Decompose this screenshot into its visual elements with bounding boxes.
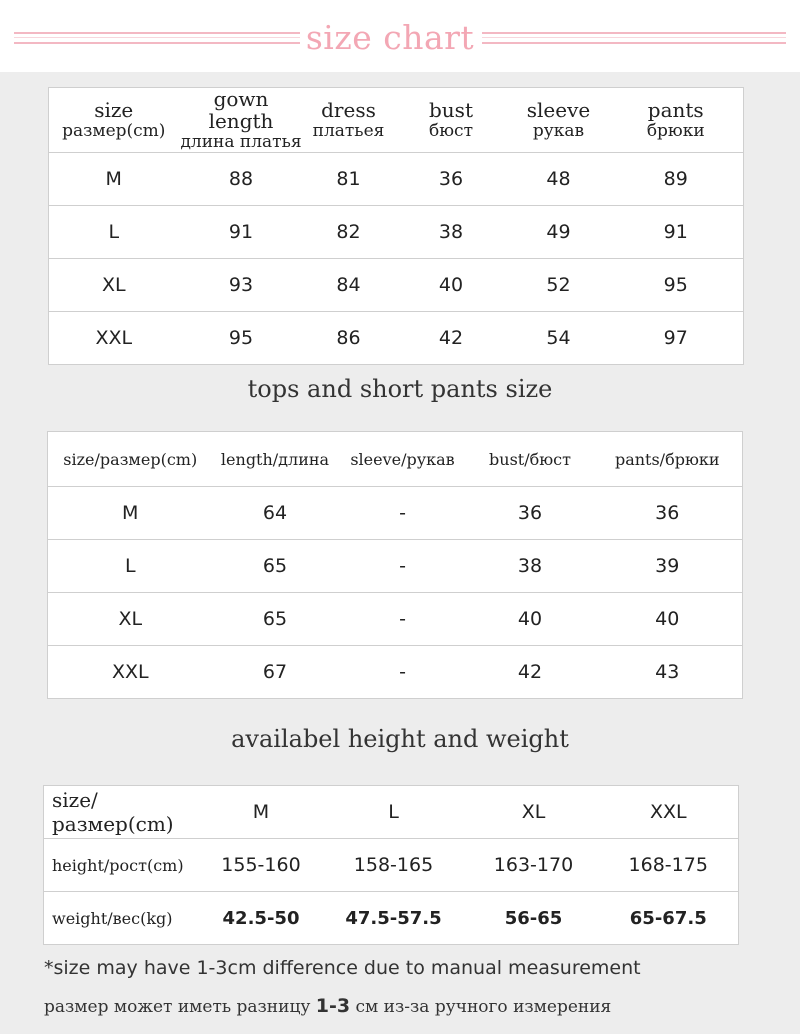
table-cell: 89 bbox=[609, 153, 744, 206]
tops-pants-size-table bbox=[47, 431, 743, 699]
table-cell: 82 bbox=[304, 206, 394, 259]
table-header-row bbox=[44, 786, 739, 839]
table-cell: 65-67.5 bbox=[599, 892, 739, 945]
section-title-height-weight: availabel height and weight bbox=[231, 725, 569, 753]
measurement-note-russian bbox=[44, 995, 611, 1017]
table-cell: 163-170 bbox=[469, 839, 599, 892]
table-row bbox=[49, 206, 744, 259]
measurement-note-english: *size may have 1-3cm difference due to manual measurement bbox=[44, 957, 641, 979]
table-cell: 36 bbox=[394, 153, 509, 206]
dress-size-table bbox=[48, 87, 744, 365]
table-cell: 42.5-50 bbox=[204, 892, 319, 945]
note-text-bold: 1-3 bbox=[315, 995, 351, 1017]
header-cell-m: M bbox=[204, 786, 319, 839]
header-cell-length: length/длина bbox=[213, 432, 338, 487]
header-cell-bust: bust бюст bbox=[394, 88, 509, 153]
header-cell-l: L bbox=[319, 786, 469, 839]
table-cell: 54 bbox=[509, 312, 609, 365]
table-cell: L bbox=[49, 206, 179, 259]
header-cell-size: size размер(cm) bbox=[49, 88, 179, 153]
table-row bbox=[49, 259, 744, 312]
height-weight-table bbox=[43, 785, 739, 945]
table-row-weight bbox=[44, 892, 739, 945]
table-cell: L bbox=[48, 540, 213, 593]
row-label-height: height/рост(cm) bbox=[44, 839, 204, 892]
table-cell: 93 bbox=[179, 259, 304, 312]
table-cell: 65 bbox=[213, 593, 338, 646]
header-cell-bust: bust/бюст bbox=[468, 432, 593, 487]
header-cell-xxl: XXL bbox=[599, 786, 739, 839]
table-header-row bbox=[48, 432, 743, 487]
table-cell: 95 bbox=[609, 259, 744, 312]
table-cell: 91 bbox=[179, 206, 304, 259]
table-header-row bbox=[49, 88, 744, 153]
table-cell: 155-160 bbox=[204, 839, 319, 892]
table-cell: 36 bbox=[593, 487, 743, 540]
table-cell: XXL bbox=[49, 312, 179, 365]
table-cell: - bbox=[338, 540, 468, 593]
table-row bbox=[49, 153, 744, 206]
table-cell: 42 bbox=[468, 646, 593, 699]
table-cell: 91 bbox=[609, 206, 744, 259]
table-cell: 64 bbox=[213, 487, 338, 540]
table-cell: 95 bbox=[179, 312, 304, 365]
header-banner bbox=[0, 0, 800, 72]
table-row bbox=[48, 593, 743, 646]
table-cell: 40 bbox=[593, 593, 743, 646]
table-cell: 158-165 bbox=[319, 839, 469, 892]
table-row bbox=[48, 646, 743, 699]
table-cell: 39 bbox=[593, 540, 743, 593]
table-cell: 86 bbox=[304, 312, 394, 365]
header-cell-pants: pants/брюки bbox=[593, 432, 743, 487]
table-cell: - bbox=[338, 487, 468, 540]
table-cell: 56-65 bbox=[469, 892, 599, 945]
table-cell: 81 bbox=[304, 153, 394, 206]
table-cell: M bbox=[48, 487, 213, 540]
decorative-line-right bbox=[482, 32, 786, 44]
table-row-height bbox=[44, 839, 739, 892]
section-title-tops: tops and short pants size bbox=[247, 375, 553, 403]
header-cell-pants: pants брюки bbox=[609, 88, 744, 153]
table-cell: 43 bbox=[593, 646, 743, 699]
table-cell: 49 bbox=[509, 206, 609, 259]
table-cell: 48 bbox=[509, 153, 609, 206]
table-cell: 42 bbox=[394, 312, 509, 365]
header-cell-size: size/размер(cm) bbox=[44, 786, 204, 839]
table-cell: 38 bbox=[468, 540, 593, 593]
row-label-weight: weight/вес(kg) bbox=[44, 892, 204, 945]
table-cell: 47.5-57.5 bbox=[319, 892, 469, 945]
header-cell-sleeve: sleeve/рукав bbox=[338, 432, 468, 487]
note-text-part: см из-за ручного измерения bbox=[350, 997, 612, 1017]
table-cell: 88 bbox=[179, 153, 304, 206]
table-cell: 40 bbox=[468, 593, 593, 646]
page-title: size chart bbox=[305, 18, 475, 57]
table-cell: XXL bbox=[48, 646, 213, 699]
table-cell: 52 bbox=[509, 259, 609, 312]
table-cell: 168-175 bbox=[599, 839, 739, 892]
table-cell: XL bbox=[49, 259, 179, 312]
table-cell: - bbox=[338, 646, 468, 699]
table-row bbox=[49, 312, 744, 365]
table-cell: XL bbox=[48, 593, 213, 646]
table-row bbox=[48, 487, 743, 540]
table-cell: 67 bbox=[213, 646, 338, 699]
table-cell: 36 bbox=[468, 487, 593, 540]
header-cell-dress: dress платьея bbox=[304, 88, 394, 153]
header-cell-xl: XL bbox=[469, 786, 599, 839]
header-cell-gown-length: gown length длина платья bbox=[180, 87, 302, 152]
table-cell: 38 bbox=[394, 206, 509, 259]
table-cell: 97 bbox=[609, 312, 744, 365]
table-row bbox=[48, 540, 743, 593]
note-text-part: размер может иметь разницу bbox=[44, 997, 316, 1017]
header-cell-sleeve: sleeve рукав bbox=[509, 88, 609, 153]
table-cell: - bbox=[338, 593, 468, 646]
table-cell: 40 bbox=[394, 259, 509, 312]
table-cell: 65 bbox=[213, 540, 338, 593]
table-cell: M bbox=[49, 153, 179, 206]
table-cell: 84 bbox=[304, 259, 394, 312]
header-cell-size: size/размер(cm) bbox=[48, 432, 213, 487]
decorative-line-left bbox=[14, 32, 300, 44]
